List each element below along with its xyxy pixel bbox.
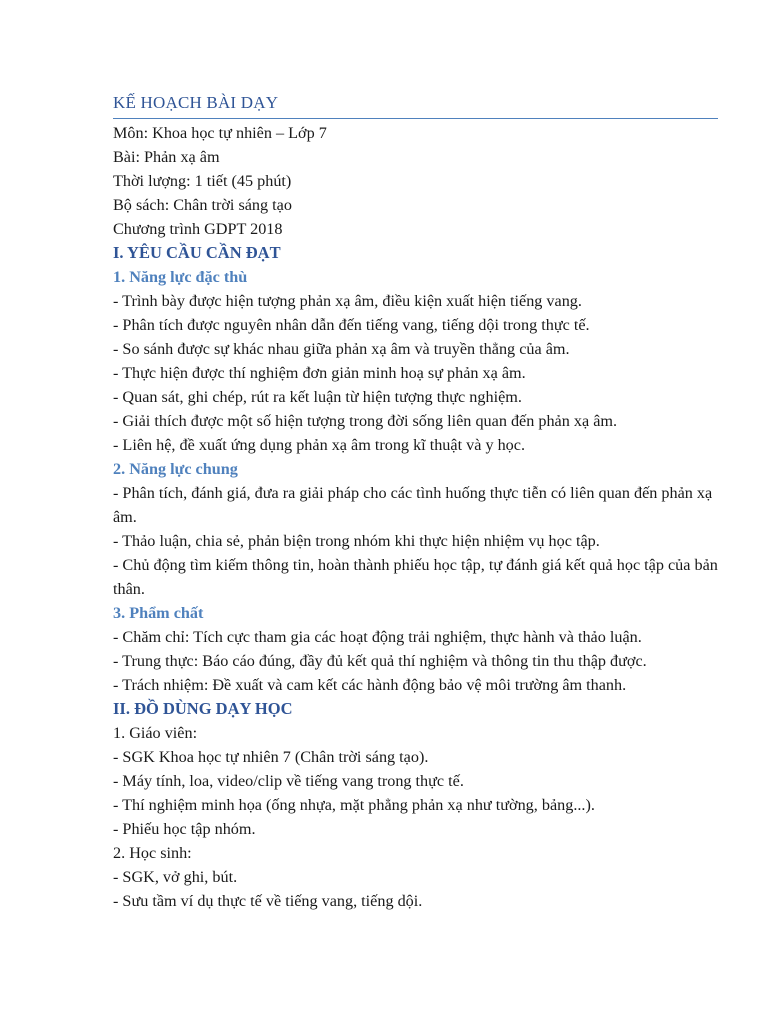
meta-duration: Thời lượng: 1 tiết (45 phút) — [113, 172, 292, 190]
meta-subject: Môn: Khoa học tự nhiên – Lớp 7 — [113, 124, 327, 142]
list-item: - Chăm chỉ: Tích cực tham gia các hoạt động trải nghiệm, thực hành và thảo luận. — [113, 628, 642, 646]
meta-curriculum: Chương trình GDPT 2018 — [113, 220, 283, 238]
list-item: - Thí nghiệm minh họa (ống nhựa, mặt phẳng phản xạ như tường, bảng...). — [113, 796, 595, 814]
list-item: - SGK, vở ghi, bút. — [113, 868, 238, 886]
list-item: - Trách nhiệm: Đề xuất và cam kết các hành động bảo vệ môi trường âm thanh. — [113, 676, 627, 694]
list-item: - Trình bày được hiện tượng phản xạ âm, điều kiện xuất hiện tiếng vang. — [113, 292, 582, 310]
subheading-specific-competence: 1. Năng lực đặc thù — [113, 268, 248, 286]
subheading-qualities: 3. Phẩm chất — [113, 604, 204, 622]
list-item: - Liên hệ, đề xuất ứng dụng phản xạ âm trong kĩ thuật và y học. — [113, 436, 526, 454]
list-item: - Phiếu học tập nhóm. — [113, 820, 256, 838]
document-title: KẾ HOẠCH BÀI DẠY — [113, 91, 718, 119]
subheading-general-competence: 2. Năng lực chung — [113, 460, 238, 478]
list-item: - SGK Khoa học tự nhiên 7 (Chân trời sáng tạo). — [113, 748, 429, 766]
list-item: - Phân tích, đánh giá, đưa ra giải pháp cho các tình huống thực tiễn có liên quan đến phản xạ âm. — [113, 484, 713, 526]
list-item: - Quan sát, ghi chép, rút ra kết luận từ hiện tượng thực nghiệm. — [113, 388, 522, 406]
document-page — [113, 91, 718, 913]
section-heading-requirements: I. YÊU CẦU CẦN ĐẠT — [113, 243, 281, 262]
list-item: - Phân tích được nguyên nhân dẫn đến tiếng vang, tiếng dội trong thực tế. — [113, 316, 590, 334]
list-item: - Chủ động tìm kiếm thông tin, hoàn thành phiếu học tập, tự đánh giá kết quả học tập của bản thân. — [113, 556, 718, 598]
teacher-label: 1. Giáo viên: — [113, 724, 198, 742]
meta-textbook: Bộ sách: Chân trời sáng tạo — [113, 196, 292, 214]
list-item: - Thảo luận, chia sẻ, phản biện trong nhóm khi thực hiện nhiệm vụ học tập. — [113, 532, 600, 550]
list-item: - Thực hiện được thí nghiệm đơn giản minh hoạ sự phản xạ âm. — [113, 364, 526, 382]
section-heading-teaching-materials: II. ĐỒ DÙNG DẠY HỌC — [113, 699, 293, 718]
list-item: - Máy tính, loa, video/clip về tiếng vang trong thực tế. — [113, 772, 464, 790]
meta-lesson: Bài: Phản xạ âm — [113, 148, 220, 166]
student-label: 2. Học sinh: — [113, 844, 192, 862]
list-item: - So sánh được sự khác nhau giữa phản xạ âm và truyền thẳng của âm. — [113, 340, 570, 358]
list-item: - Giải thích được một số hiện tượng trong đời sống liên quan đến phản xạ âm. — [113, 412, 618, 430]
list-item: - Trung thực: Báo cáo đúng, đầy đủ kết quả thí nghiệm và thông tin thu thập được. — [113, 652, 647, 670]
list-item: - Sưu tầm ví dụ thực tế về tiếng vang, tiếng dội. — [113, 892, 423, 910]
